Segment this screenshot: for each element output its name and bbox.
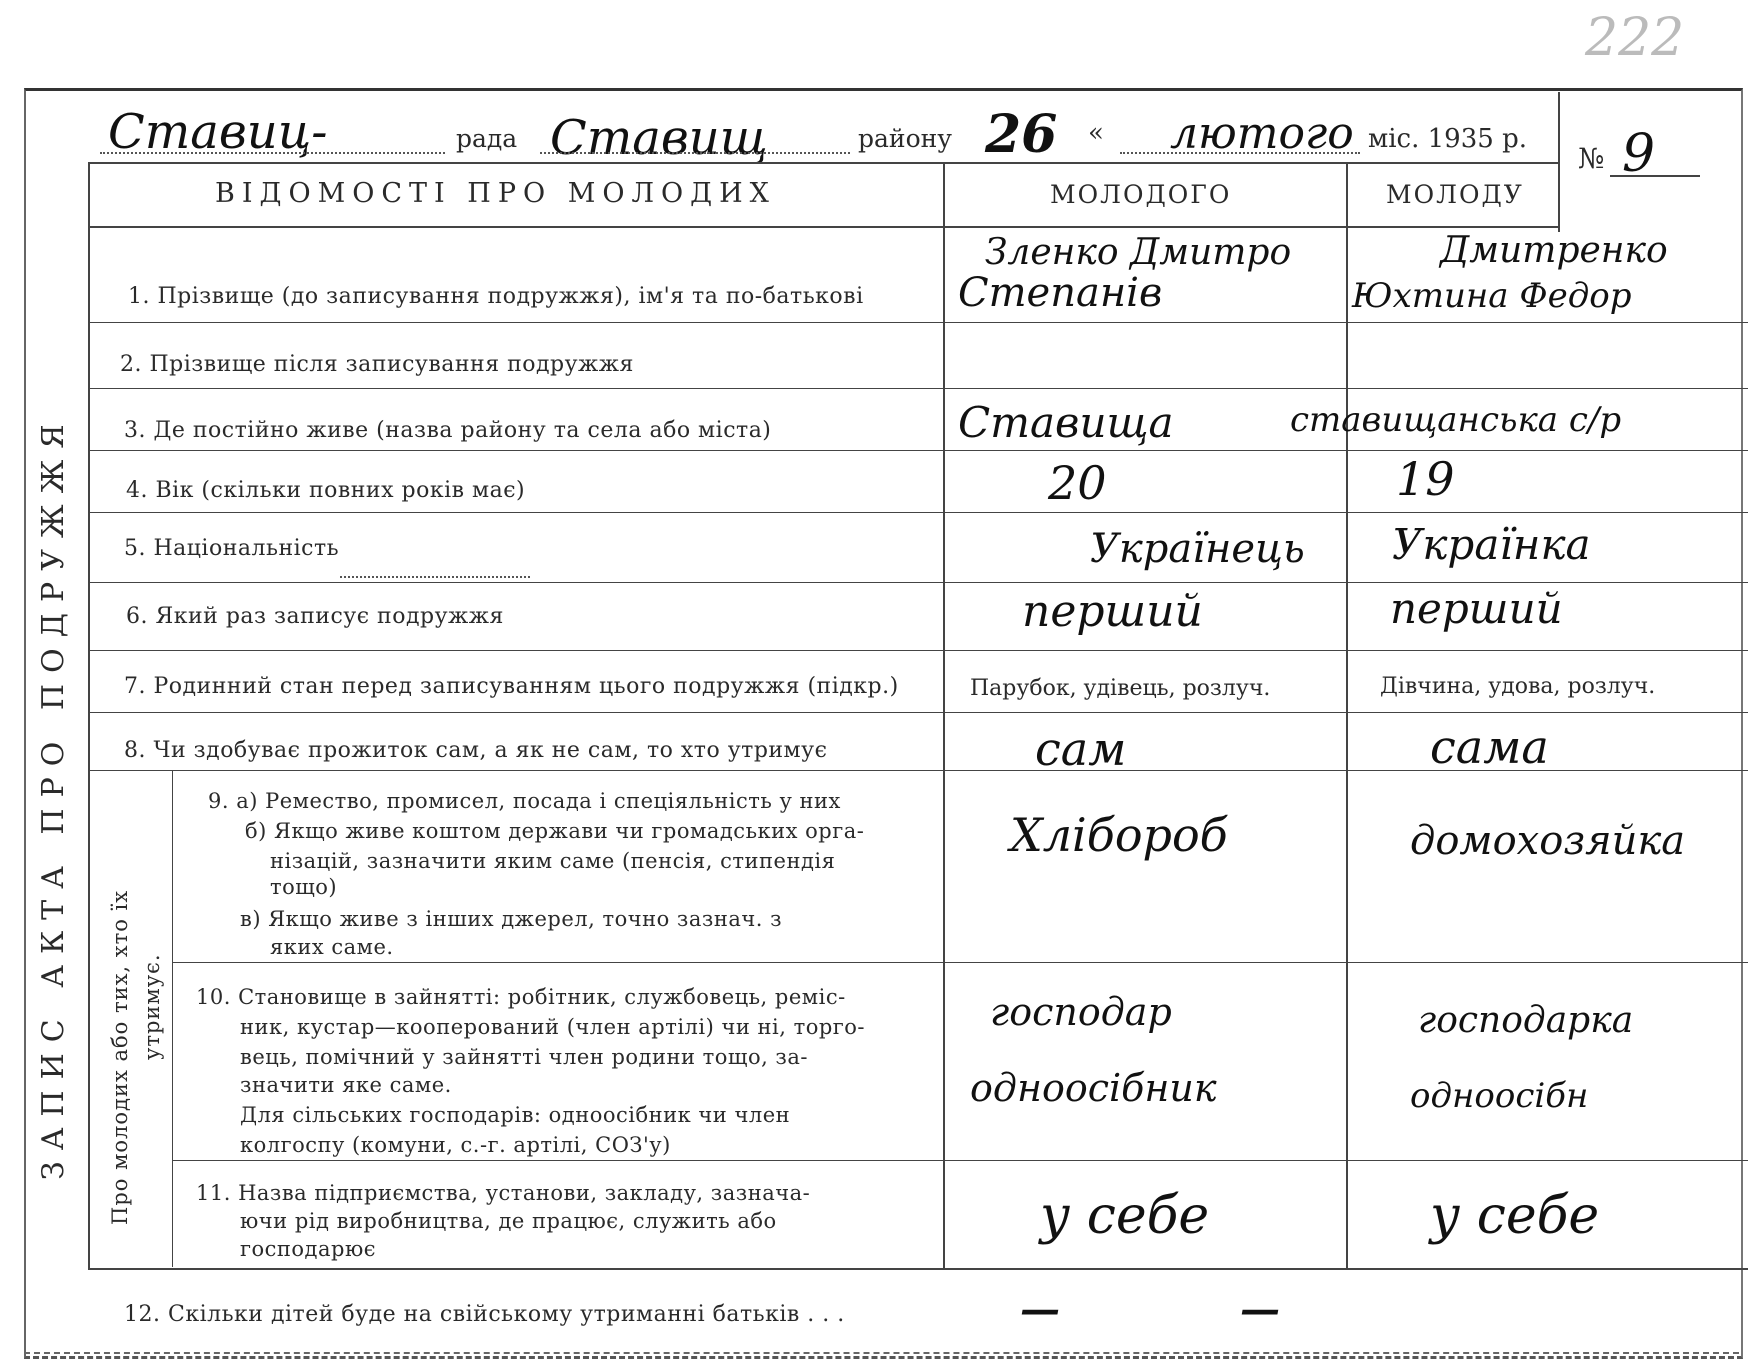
row7-label: 7. Родинний стан перед записуванням цього подружжя (підкр.): [124, 674, 899, 699]
row4-label: 4. Вік (скільки повних років має): [126, 478, 526, 503]
day-value: 26: [985, 104, 1058, 165]
row6-label: 6. Який раз записує подружжя: [126, 604, 504, 629]
row1-groom-line1: Зленко Дмитро: [985, 232, 1292, 273]
row10-line3: вець, помічний у зайнятті член родини тощо, за-: [240, 1045, 809, 1069]
row9-line-b3: тощо): [270, 875, 338, 899]
row11-line3: господарює: [240, 1237, 376, 1261]
row5-bride: Українка: [1392, 520, 1591, 569]
raion-label: району: [858, 124, 952, 153]
row4-groom: 20: [1048, 456, 1107, 510]
col-header-left: ВІДОМОСТІ ПРО МОЛОДИХ: [215, 178, 776, 209]
row10-line5: Для сільських господарів: одноосібник чи член: [240, 1103, 791, 1127]
row1-groom-line2: Степанів: [958, 270, 1163, 316]
row7-bride: Дівчина, удова, розлуч.: [1380, 674, 1656, 699]
row9-line-b1: б) Якщо живе коштом держави чи громадських орга-: [245, 819, 865, 843]
row11-line1: 11. Назва підприємства, установи, закладу, зазнача-: [196, 1181, 811, 1205]
row9-line-b2: нізацій, зазначити яким саме (пенсія, стипендія: [270, 849, 836, 873]
row10-line4: значити яке саме.: [240, 1073, 452, 1097]
row10-bride-line1: господарка: [1418, 1000, 1634, 1041]
row3-bride: ставищанська с/р: [1290, 400, 1622, 440]
row11-line2: ючи рід виробництва, де працює, служить або: [240, 1209, 777, 1233]
row8-groom: сам: [1035, 722, 1127, 776]
quote-mark: «: [1088, 118, 1104, 148]
row7-groom: Парубок, удівець, розлуч.: [970, 676, 1271, 701]
row3-label: 3. Де постійно живе (назва району та села або міста): [124, 418, 772, 443]
row4-bride: 19: [1396, 452, 1455, 506]
row5-label: 5. Національність: [124, 536, 340, 561]
row12-label: 12. Скільки дітей буде на свійському утриманні батьків . . .: [124, 1302, 845, 1327]
row1-bride-line2: Юхтина Федор: [1352, 276, 1632, 316]
row12-bride: —: [1240, 1286, 1280, 1333]
row11-bride: у себе: [1430, 1186, 1600, 1246]
row10-line1: 10. Становище в зайнятті: робітник, службовець, реміс-: [196, 985, 846, 1009]
row6-bride: перший: [1390, 584, 1563, 633]
number-value: 9: [1622, 124, 1656, 184]
number-label: №: [1578, 142, 1605, 175]
row10-groom-line1: господар: [990, 990, 1172, 1034]
row10-bride-line2: одноосібн: [1410, 1076, 1589, 1116]
row10-line6: колгоспу (комуни, с.-г. артілі, СОЗ'у): [240, 1133, 671, 1157]
row9-line-c2: яких саме.: [270, 935, 394, 959]
selrada-value: Ставиц-: [108, 104, 328, 160]
row9-bride: домохозяйка: [1410, 818, 1686, 864]
row11-groom: у себе: [1040, 1186, 1210, 1246]
group-label-line1: Про молодих або тих, хто їх: [108, 889, 132, 1225]
side-title: ЗАПИС АКТА ПРО ПОДРУЖЖЯ: [36, 413, 71, 1180]
row9-line-c1: в) Якщо живе з інших джерел, точно зазнач. з: [240, 907, 783, 931]
col-header-bride: МОЛОДУ: [1386, 180, 1524, 209]
row5-groom: Українець: [1090, 526, 1305, 572]
row1-label: 1. Прізвище (до записування подружжя), ім'я та по-батькові: [128, 284, 864, 309]
col-header-groom: МОЛОДОГО: [1050, 180, 1232, 209]
raion-value: Ставищ: [550, 110, 768, 166]
row9-line-a: 9. а) Ремество, промисел, посада і спеціяльність у них: [208, 789, 841, 813]
row8-bride: сама: [1430, 720, 1549, 774]
row3-groom: Ставища: [958, 398, 1174, 447]
row10-groom-line2: одноосібник: [970, 1066, 1217, 1110]
row12-groom: —: [1020, 1286, 1060, 1333]
group-label-line2: утримує.: [140, 953, 164, 1060]
row8-label: 8. Чи здобуває прожиток сам, а як не сам, то хто утримує: [124, 738, 828, 763]
archive-number: 222: [1585, 8, 1685, 68]
row10-line2: ник, кустар—кооперований (член артілі) чи ні, торго-: [240, 1015, 866, 1039]
row9-groom: Хлібороб: [1010, 808, 1228, 862]
month-value: лютого: [1170, 108, 1354, 159]
row1-bride-line1: Дмитренко: [1440, 230, 1668, 271]
month-label: міс. 1935 р.: [1368, 124, 1527, 154]
rada-label: рада: [456, 124, 518, 153]
row6-groom: перший: [1022, 586, 1203, 637]
row2-label: 2. Прізвище після записування подружжя: [120, 352, 634, 377]
